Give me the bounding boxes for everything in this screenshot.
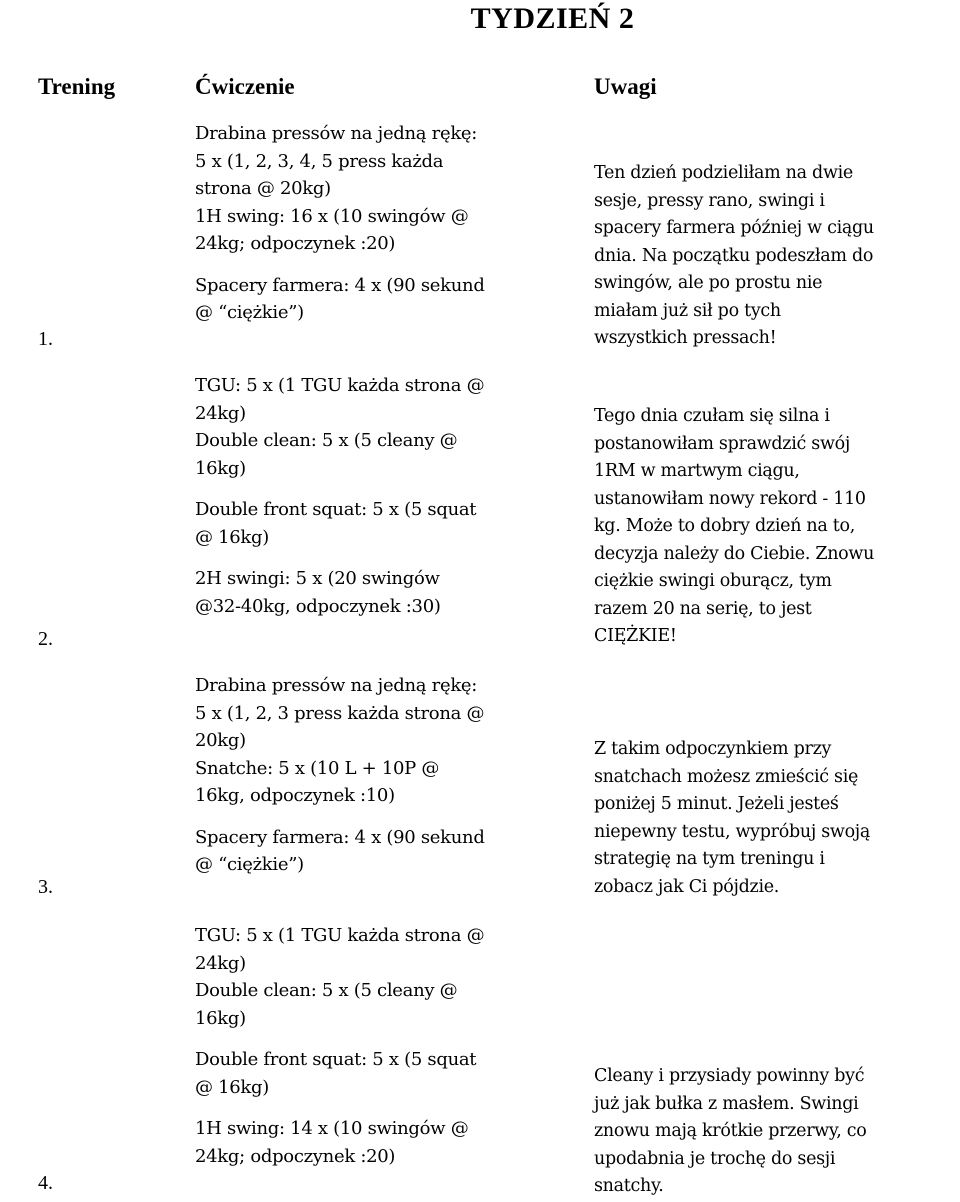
training-number: 1. — [38, 328, 53, 350]
exercise-cell — [195, 922, 530, 1184]
exercise-block: Drabina pressów na jedną rękę: 5 x (1, 2, 3 press każda strona @ 20kg) Snatche: 5 x (10 L + 10P @ 16kg, odpoczynek :10) — [195, 675, 485, 806]
note-cell: Tego dnia czułam się silna i postanowiłam sprawdzić swój 1RM w martwym ciągu, ustanowiłam nowy rekord - 110 kg. Może to dobry dzień na to, decyzja należy do Ciebie. Znowu ciężkie swingi oburącz, tym razem 20 na serię, to jest CIĘŻKIE! — [594, 406, 875, 646]
note-cell: Cleany i przysiady powinny być już jak bułka z masłem. Swingi znowu mają krótkie przerwy, co upodabnia je trochę do sesji snatchy. — [594, 1066, 867, 1196]
header-notes: Uwagi — [594, 74, 657, 99]
exercise-block: Spacery farmera: 4 x (90 sekund @ “ciężkie”) — [195, 826, 485, 875]
page-title: TYDZIEŃ 2 — [470, 2, 635, 35]
training-number: 4. — [38, 1172, 53, 1194]
exercise-block: 2H swingi: 5 x (20 swingów @32-40kg, odpoczynek :30) — [195, 568, 441, 617]
training-number: 3. — [38, 876, 53, 898]
exercise-block: Drabina pressów na jedną rękę: 5 x (1, 2, 3, 4, 5 press każda strona @ 20kg) 1H swing: 16 x (10 swingów @ 24kg; odpoczynek :20) — [195, 123, 478, 254]
exercise-block: TGU: 5 x (1 TGU każda strona @ 24kg) Double clean: 5 x (5 cleany @ 16kg) — [195, 925, 485, 1029]
exercise-cell — [195, 120, 530, 341]
header-training: Trening — [38, 74, 116, 99]
exercise-cell — [195, 672, 530, 893]
exercise-block: TGU: 5 x (1 TGU każda strona @ 24kg) Double clean: 5 x (5 cleany @ 16kg) — [195, 375, 485, 479]
note-cell: Z takim odpoczynkiem przy snatchach możesz zmieścić się poniżej 5 minut. Jeżeli jesteś niepewny testu, wypróbuj swoją strategię na tym treningu i zobacz jak Ci pójdzie. — [594, 739, 871, 897]
header-exercise: Ćwiczenie — [195, 74, 295, 99]
note-cell: Ten dzień podzieliłam na dwie sesje, pressy rano, swingi i spacery farmera później w ciągu dnia. Na początku podeszłam do swingów, ale po prostu nie miałam już sił po tych wszystkich pressach! — [594, 163, 874, 348]
exercise-block: Spacery farmera: 4 x (90 sekund @ “ciężkie”) — [195, 274, 485, 323]
exercise-block: Double front squat: 5 x (5 squat @ 16kg) — [195, 1049, 477, 1098]
exercise-block: 1H swing: 14 x (10 swingów @ 24kg; odpoczynek :20) — [195, 1118, 469, 1167]
exercise-cell — [195, 372, 530, 634]
training-number: 2. — [38, 628, 53, 650]
exercise-block: Double front squat: 5 x (5 squat @ 16kg) — [195, 499, 477, 548]
